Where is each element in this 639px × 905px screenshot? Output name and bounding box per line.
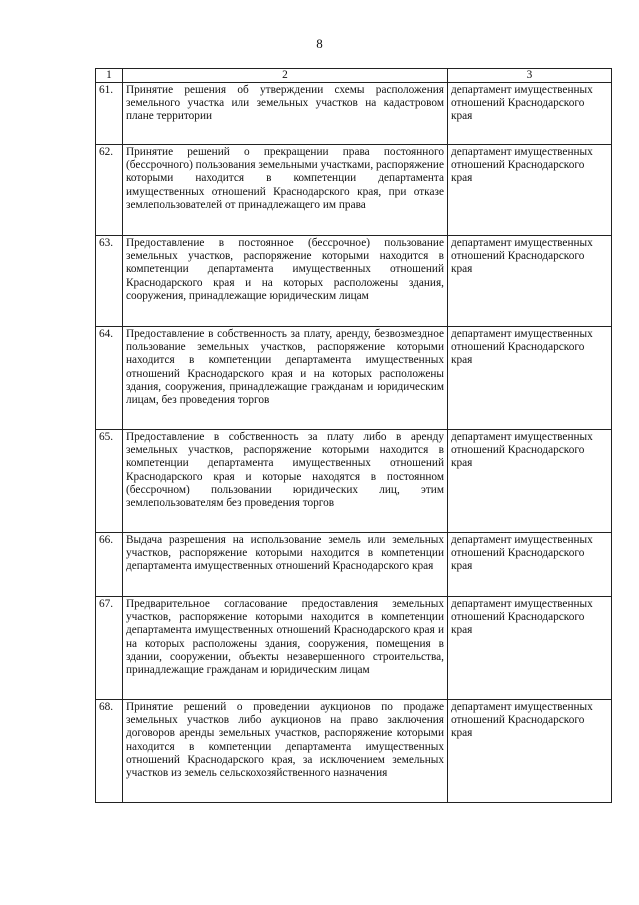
row-number: 64. (96, 327, 123, 430)
service-name: Предоставление в собственность за плату либо в аренду земельных участков, распоряжение которыми находится в компетенции департамента имущественных отношений Краснодарского края и которые находятся в постоянном (бессрочном) пользовании юридических лиц, этим землепользователям без проведения торгов (123, 430, 448, 533)
service-name: Предоставление в постоянное (бессрочное) пользование земельных участков, распоряжение которыми находится в компетенции департамента имущественных отношений Краснодарского края и на которых расположены здания, сооружения, принадлежащие юридическим лицам (123, 236, 448, 327)
column-header-1: 1 (96, 69, 123, 83)
department-name: департамент имущественных отношений Краснодарского края (448, 597, 612, 700)
table-row (96, 83, 612, 145)
service-name: Принятие решений о прекращении права постоянного (бессрочного) пользования земельными участками, распоряжение которыми находится в компетенции департамента имущественных отношений Краснодарского края, при отказе землепользователей от принадлежащего им права (123, 145, 448, 236)
row-number: 63. (96, 236, 123, 327)
service-name: Предоставление в собственность за плату, аренду, безвозмездное пользование земельных участков, распоряжение которыми находится в компетенции департамента имущественных отношений Краснодарского края и на которых расположены здания, сооружения, принадлежащие гражданам и юридическим лицам, без проведения торгов (123, 327, 448, 430)
row-number: 61. (96, 83, 123, 145)
department-name: департамент имущественных отношений Краснодарского края (448, 327, 612, 430)
table-row (96, 327, 612, 430)
column-header-3: 3 (448, 69, 612, 83)
row-number: 65. (96, 430, 123, 533)
table-header-row (96, 69, 612, 83)
row-number: 68. (96, 700, 123, 803)
department-name: департамент имущественных отношений Краснодарского края (448, 145, 612, 236)
department-name: департамент имущественных отношений Краснодарского края (448, 430, 612, 533)
page-number: 8 (316, 36, 323, 51)
department-name: департамент имущественных отношений Краснодарского края (448, 236, 612, 327)
column-header-2: 2 (123, 69, 448, 83)
row-number: 66. (96, 533, 123, 597)
department-name: департамент имущественных отношений Краснодарского края (448, 83, 612, 145)
row-number: 62. (96, 145, 123, 236)
row-number: 67. (96, 597, 123, 700)
department-name: департамент имущественных отношений Краснодарского края (448, 700, 612, 803)
table-row (96, 700, 612, 803)
service-name: Принятие решения об утверждении схемы расположения земельного участка или земельных участков на кадастровом плане территории (123, 83, 448, 145)
services-table (95, 68, 612, 803)
table-row (96, 145, 612, 236)
service-name: Принятие решений о проведении аукционов по продаже земельных участков либо аукционов на право заключения договоров аренды земельных участков, распоряжение которыми находится в компетенции департамента имущественных отношений Краснодарского края, за исключением земельных участков из земель сельскохозяйственного назначения (123, 700, 448, 803)
service-name: Предварительное согласование предоставления земельных участков, распоряжение которыми находится в компетенции департамента имущественных отношений Краснодарского края и на которых расположены здания, сооружения, помещения в здании, сооружении, объекты незавершенного строительства, принадлежащие гражданам и юридическим лицам (123, 597, 448, 700)
table-row (96, 597, 612, 700)
department-name: департамент имущественных отношений Краснодарского края (448, 533, 612, 597)
table-row (96, 430, 612, 533)
table-row (96, 533, 612, 597)
service-name: Выдача разрешения на использование земель или земельных участков, распоряжение которыми находится в компетенции департамента имущественных отношений Краснодарского края (123, 533, 448, 597)
table-row (96, 236, 612, 327)
